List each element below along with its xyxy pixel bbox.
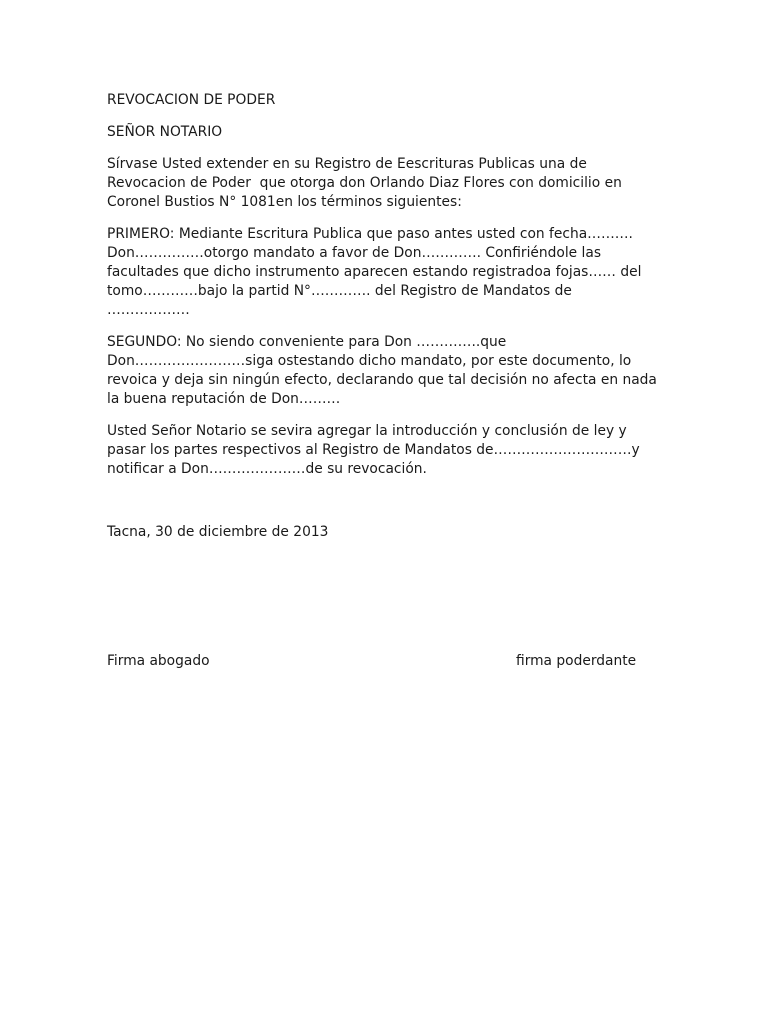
segundo-line: revoica y deja sin ningún efecto, declarando que tal decisión no afecta en nada: [107, 372, 657, 388]
primero-line: tomo…………bajo la partid N°…………. del Registro de Mandatos de: [107, 283, 572, 299]
closing-line: pasar los partes respectivos al Registro de Mandatos de…………………………y: [107, 442, 640, 458]
segundo-line: SEGUNDO: No siendo conveniente para Don …………..que: [107, 334, 507, 350]
closing-line: Usted Señor Notario se sevira agregar la introducción y conclusión de ley y: [107, 423, 627, 439]
segundo-line: la buena reputación de Don………: [107, 391, 341, 407]
intro-line: Sírvase Usted extender en su Registro de Eescrituras Publicas una de: [107, 156, 587, 172]
signature-grantor: firma poderdante: [516, 653, 637, 669]
primero-line: facultades que dicho instrumento aparecen estando registradoa fojas…… del: [107, 264, 642, 280]
intro-line: Coronel Bustios N° 1081en los términos siguientes:: [107, 194, 462, 210]
segundo-line: Don……………………siga ostestando dicho mandato, por este documento, lo: [107, 353, 632, 369]
date-line: Tacna, 30 de diciembre de 2013: [107, 524, 329, 540]
salutation: SEÑOR NOTARIO: [107, 124, 223, 140]
signature-lawyer: Firma abogado: [107, 653, 210, 669]
primero-line: Don……………otorgo mandato a favor de Don…………. Confiriéndole las: [107, 245, 602, 261]
primero-line: PRIMERO: Mediante Escritura Publica que paso antes usted con fecha……….: [107, 226, 633, 242]
document-title: REVOCACION DE PODER: [107, 92, 276, 108]
intro-line: Revocacion de Poder que otorga don Orlando Diaz Flores con domicilio en: [107, 175, 622, 191]
primero-line: ………………: [107, 302, 190, 318]
closing-line: notificar a Don…………………de su revocación.: [107, 461, 427, 477]
